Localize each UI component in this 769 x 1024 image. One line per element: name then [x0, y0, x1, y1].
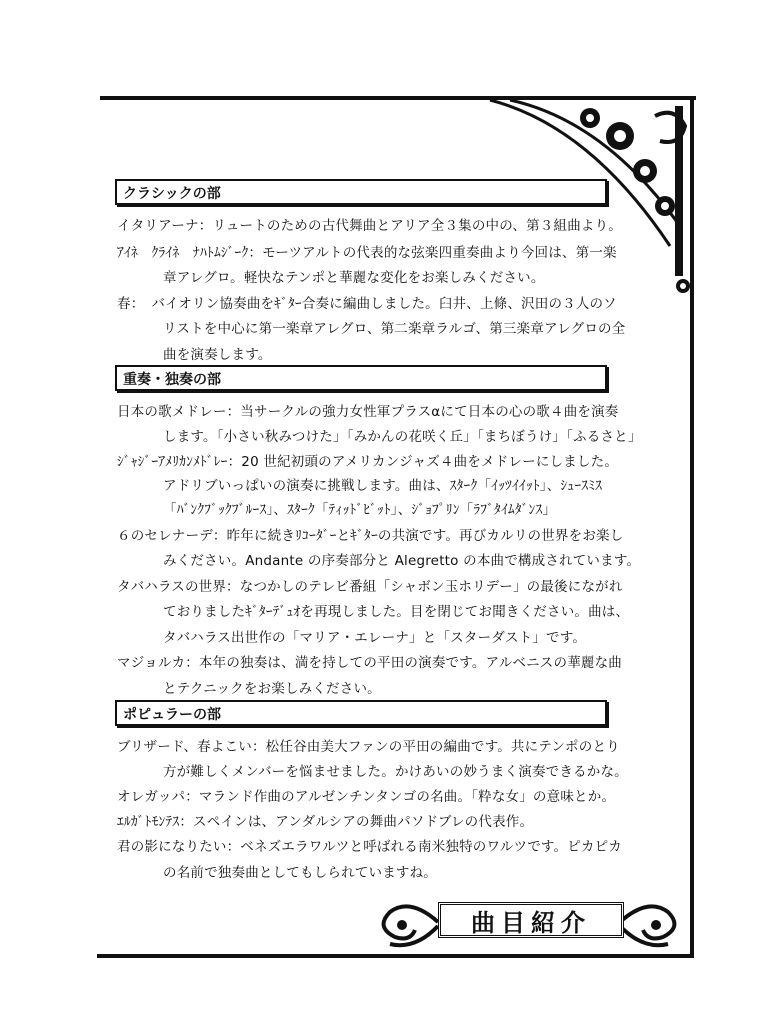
section-header-popular: ポピュラーの部 [115, 700, 607, 726]
section-classic-line: 春： バイオリン協奏曲をｷﾞﾀｰ合奏に編曲しました。臼井、上條、沢田の３人のソ [117, 296, 617, 312]
section-ensemble-line: みください。Andante の序奏部分と Alegretto の本曲で構成されています。 [163, 553, 641, 569]
section-ensemble-line: マジョルカ：本年の独奏は、満を持しての平田の演奏です。アルベニスの華麗な曲 [117, 655, 623, 671]
section-ensemble-line: 日本の歌メドレー：当サークルの強力女性軍プラスαにて日本の心の歌４曲を演奏 [117, 404, 619, 420]
section-ensemble-line: ｼﾞｬｼﾞｰｱﾒﾘｶﾝﾒﾄﾞﾚｰ：20 世紀初頭のアメリカンジャズ４曲をメドレーにしました。 [117, 454, 619, 470]
section-ensemble-line: 「ﾊﾞﾝｸﾌﾞｯｸﾌﾞﾙｰｽ」、ｽﾀｰｸ「ﾃｨｯﾄﾞﾋﾞｯﾄ」、ｼﾞｮﾌﾟﾘﾝ「ﾗﾌﾞﾀｲﾑﾀﾞﾝｽ」 [163, 502, 557, 518]
section-popular-line: 君の影になりたい：ベネズエラワルツと呼ばれる南米独特のワルツです。ピカピカ [117, 839, 623, 855]
section-classic-line: リストを中心に第一楽章アレグロ、第二楽章ラルゴ、第三楽章アレグロの全 [163, 321, 626, 337]
section-ensemble-line: タバハラス出世作の「マリア・エレーナ」と「スターダスト」です。 [163, 630, 587, 646]
section-ensemble-line: ６のセレナーデ：昨年に続きﾘｺｰﾀﾞｰとｷﾞﾀｰの共演です。再びカルリの世界をお楽し [117, 528, 624, 544]
frame-bottom-border [97, 954, 694, 958]
section-classic-line: ｱｲﾈ ｸﾗｲﾈ ﾅﾊﾄﾑｼﾞｰｸ：モーツアルトの代表的な弦楽四重奏曲より今回は、第一楽 [117, 245, 617, 261]
section-popular-line: ブリザード、春よこい：松任谷由美大ファンの平田の編曲です。共にテンポのとり [117, 739, 620, 755]
section-popular-line: の名前で独奏曲としてもしられていますね。 [163, 865, 437, 881]
section-classic-line: 章アレグロ。軽快なテンポと華麗な変化をお楽しみください。 [163, 270, 545, 286]
section-classic-line: イタリアーナ：リュートのための古代舞曲とアリア全３集の中の、第３組曲より。 [117, 218, 623, 234]
section-ensemble-line: アドリブいっぱいの演奏に挑戦します。曲は、ｽﾀｰｸ「ｲｯﾂｲｲｯﾄ」、ｼｭｰｽﾐｽ [163, 478, 603, 494]
section-header-classic: クラシックの部 [115, 179, 607, 205]
section-popular-line: ｴﾙｶﾞﾄﾓﾝﾃｽ：スペインは、アンダルシアの舞曲パソドブレの代表作。 [117, 814, 534, 830]
section-popular-line: 方が難しくメンバーを悩ませました。かけあいの妙うまく演奏できるかな。 [163, 764, 628, 780]
section-popular-line: オレガッパ：マランド作曲のアルゼンチンタンゴの名曲。「粋な女」の意味とか。 [117, 789, 616, 805]
section-header-ensemble: 重奏・独奏の部 [115, 365, 607, 391]
page-title: 曲目紹介 [438, 902, 624, 938]
section-classic-line: 曲を演奏します。 [163, 347, 272, 363]
section-ensemble-line: タバハラスの世界：なつかしのテレビ番組「シャボン玉ホリデー」の最後にながれ [117, 579, 623, 595]
section-ensemble-line: します。「小さい秋みつけた」「みかんの花咲く丘」「まちぼうけ」「ふるさと」 [163, 429, 642, 445]
section-ensemble-line: ておりましたｷﾞﾀｰﾃﾞｭｵを再現しました。目を閉じてお聞きください。曲は、 [163, 604, 630, 620]
section-ensemble-line: とテクニックをお楽しみください。 [163, 681, 381, 697]
